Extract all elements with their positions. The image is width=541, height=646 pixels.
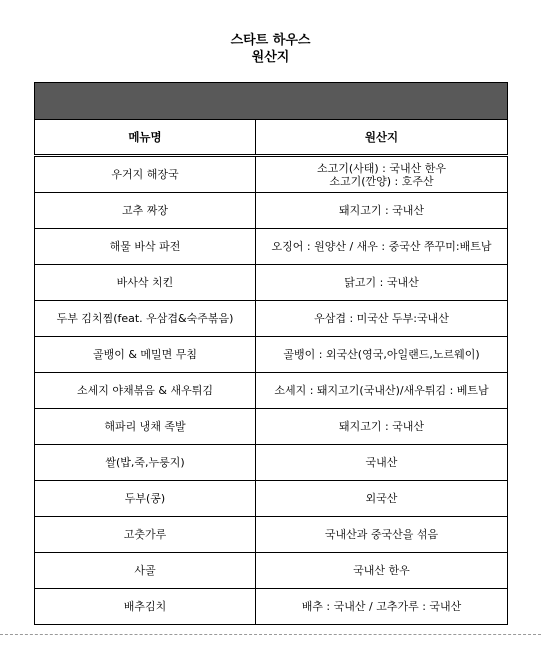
header-band-cell <box>35 83 508 120</box>
origin-cell <box>256 156 508 193</box>
table-row <box>35 481 508 517</box>
menu-name-cell: 사골 <box>35 553 256 589</box>
origin-cell <box>256 193 508 229</box>
origin-cell <box>256 445 508 481</box>
origin-text: 배추 : 국내산 / 고추가루 : 국내산 <box>301 600 462 613</box>
origin-text: 외국산 <box>365 492 398 505</box>
origin-cell <box>256 553 508 589</box>
origin-column-header: 원산지 <box>256 120 508 156</box>
menu-name-cell: 고춧가루 <box>35 517 256 553</box>
menu-column-header: 메뉴명 <box>35 120 256 156</box>
menu-name-cell: 두부(콩) <box>35 481 256 517</box>
table-body <box>35 156 508 625</box>
origin-cell <box>256 229 508 265</box>
table-row <box>35 265 508 301</box>
origin-text: 닭고기 : 국내산 <box>344 276 419 289</box>
origin-text: 소세지 : 돼지고기(국내산)/새우튀김 : 베트남 <box>274 384 489 397</box>
origin-cell <box>256 589 508 625</box>
origin-text: 돼지고기 : 국내산 <box>338 204 425 217</box>
header-band <box>35 83 508 120</box>
origin-text: 골뱅이 : 외국산(영국,아일랜드,노르웨이) <box>283 348 480 361</box>
origin-cell <box>256 337 508 373</box>
menu-name-cell: 소세지 야채볶음 & 새우튀김 <box>35 373 256 409</box>
origin-text: 국내산 <box>365 456 398 469</box>
origin-cell <box>256 301 508 337</box>
menu-name-cell: 배추김치 <box>35 589 256 625</box>
restaurant-name: 스타트 하우스 <box>230 33 311 48</box>
origin-cell <box>256 409 508 445</box>
table-row <box>35 301 508 337</box>
table-row <box>35 373 508 409</box>
menu-name-cell: 해파리 냉채 족발 <box>35 409 256 445</box>
origin-cell <box>256 373 508 409</box>
table-row <box>35 445 508 481</box>
origin-cell <box>256 481 508 517</box>
table-row <box>35 337 508 373</box>
origin-text: 돼지고기 : 국내산 <box>338 420 425 433</box>
origin-cell <box>256 265 508 301</box>
origin-text: 국내산 한우 <box>353 564 410 577</box>
table-row <box>35 553 508 589</box>
table-row <box>35 156 508 193</box>
origin-text: 우삼겹 : 미국산 두부:국내산 <box>314 312 449 325</box>
document-title <box>0 32 541 66</box>
table-row <box>35 589 508 625</box>
menu-name-cell: 쌀(밥,죽,누룽지) <box>35 445 256 481</box>
page-break-line <box>0 634 541 635</box>
origin-text: 소고기(사태) : 국내산 한우 <box>316 161 447 175</box>
menu-name-cell: 고추 짜장 <box>35 193 256 229</box>
origin-text: 소고기(깐양) : 호주산 <box>329 174 434 188</box>
origin-text: 국내산과 중국산을 섞음 <box>324 528 439 541</box>
menu-name-cell: 해물 바삭 파전 <box>35 229 256 265</box>
menu-name-cell: 바사삭 치킨 <box>35 265 256 301</box>
origin-cell <box>256 517 508 553</box>
title-origin: 원산지 <box>251 50 290 65</box>
table-row <box>35 229 508 265</box>
menu-name-cell: 두부 김치찜(feat. 우삼겹&숙주볶음) <box>35 301 256 337</box>
menu-name-cell: 우거지 해장국 <box>35 156 256 193</box>
table-row <box>35 193 508 229</box>
menu-name-cell: 골뱅이 & 메밀면 무침 <box>35 337 256 373</box>
table-row <box>35 517 508 553</box>
table-row <box>35 409 508 445</box>
column-header-row <box>35 120 508 156</box>
origin-table <box>34 82 508 625</box>
origin-text: 오징어 : 원양산 / 새우 : 중국산 쭈꾸미:배트남 <box>271 240 492 253</box>
